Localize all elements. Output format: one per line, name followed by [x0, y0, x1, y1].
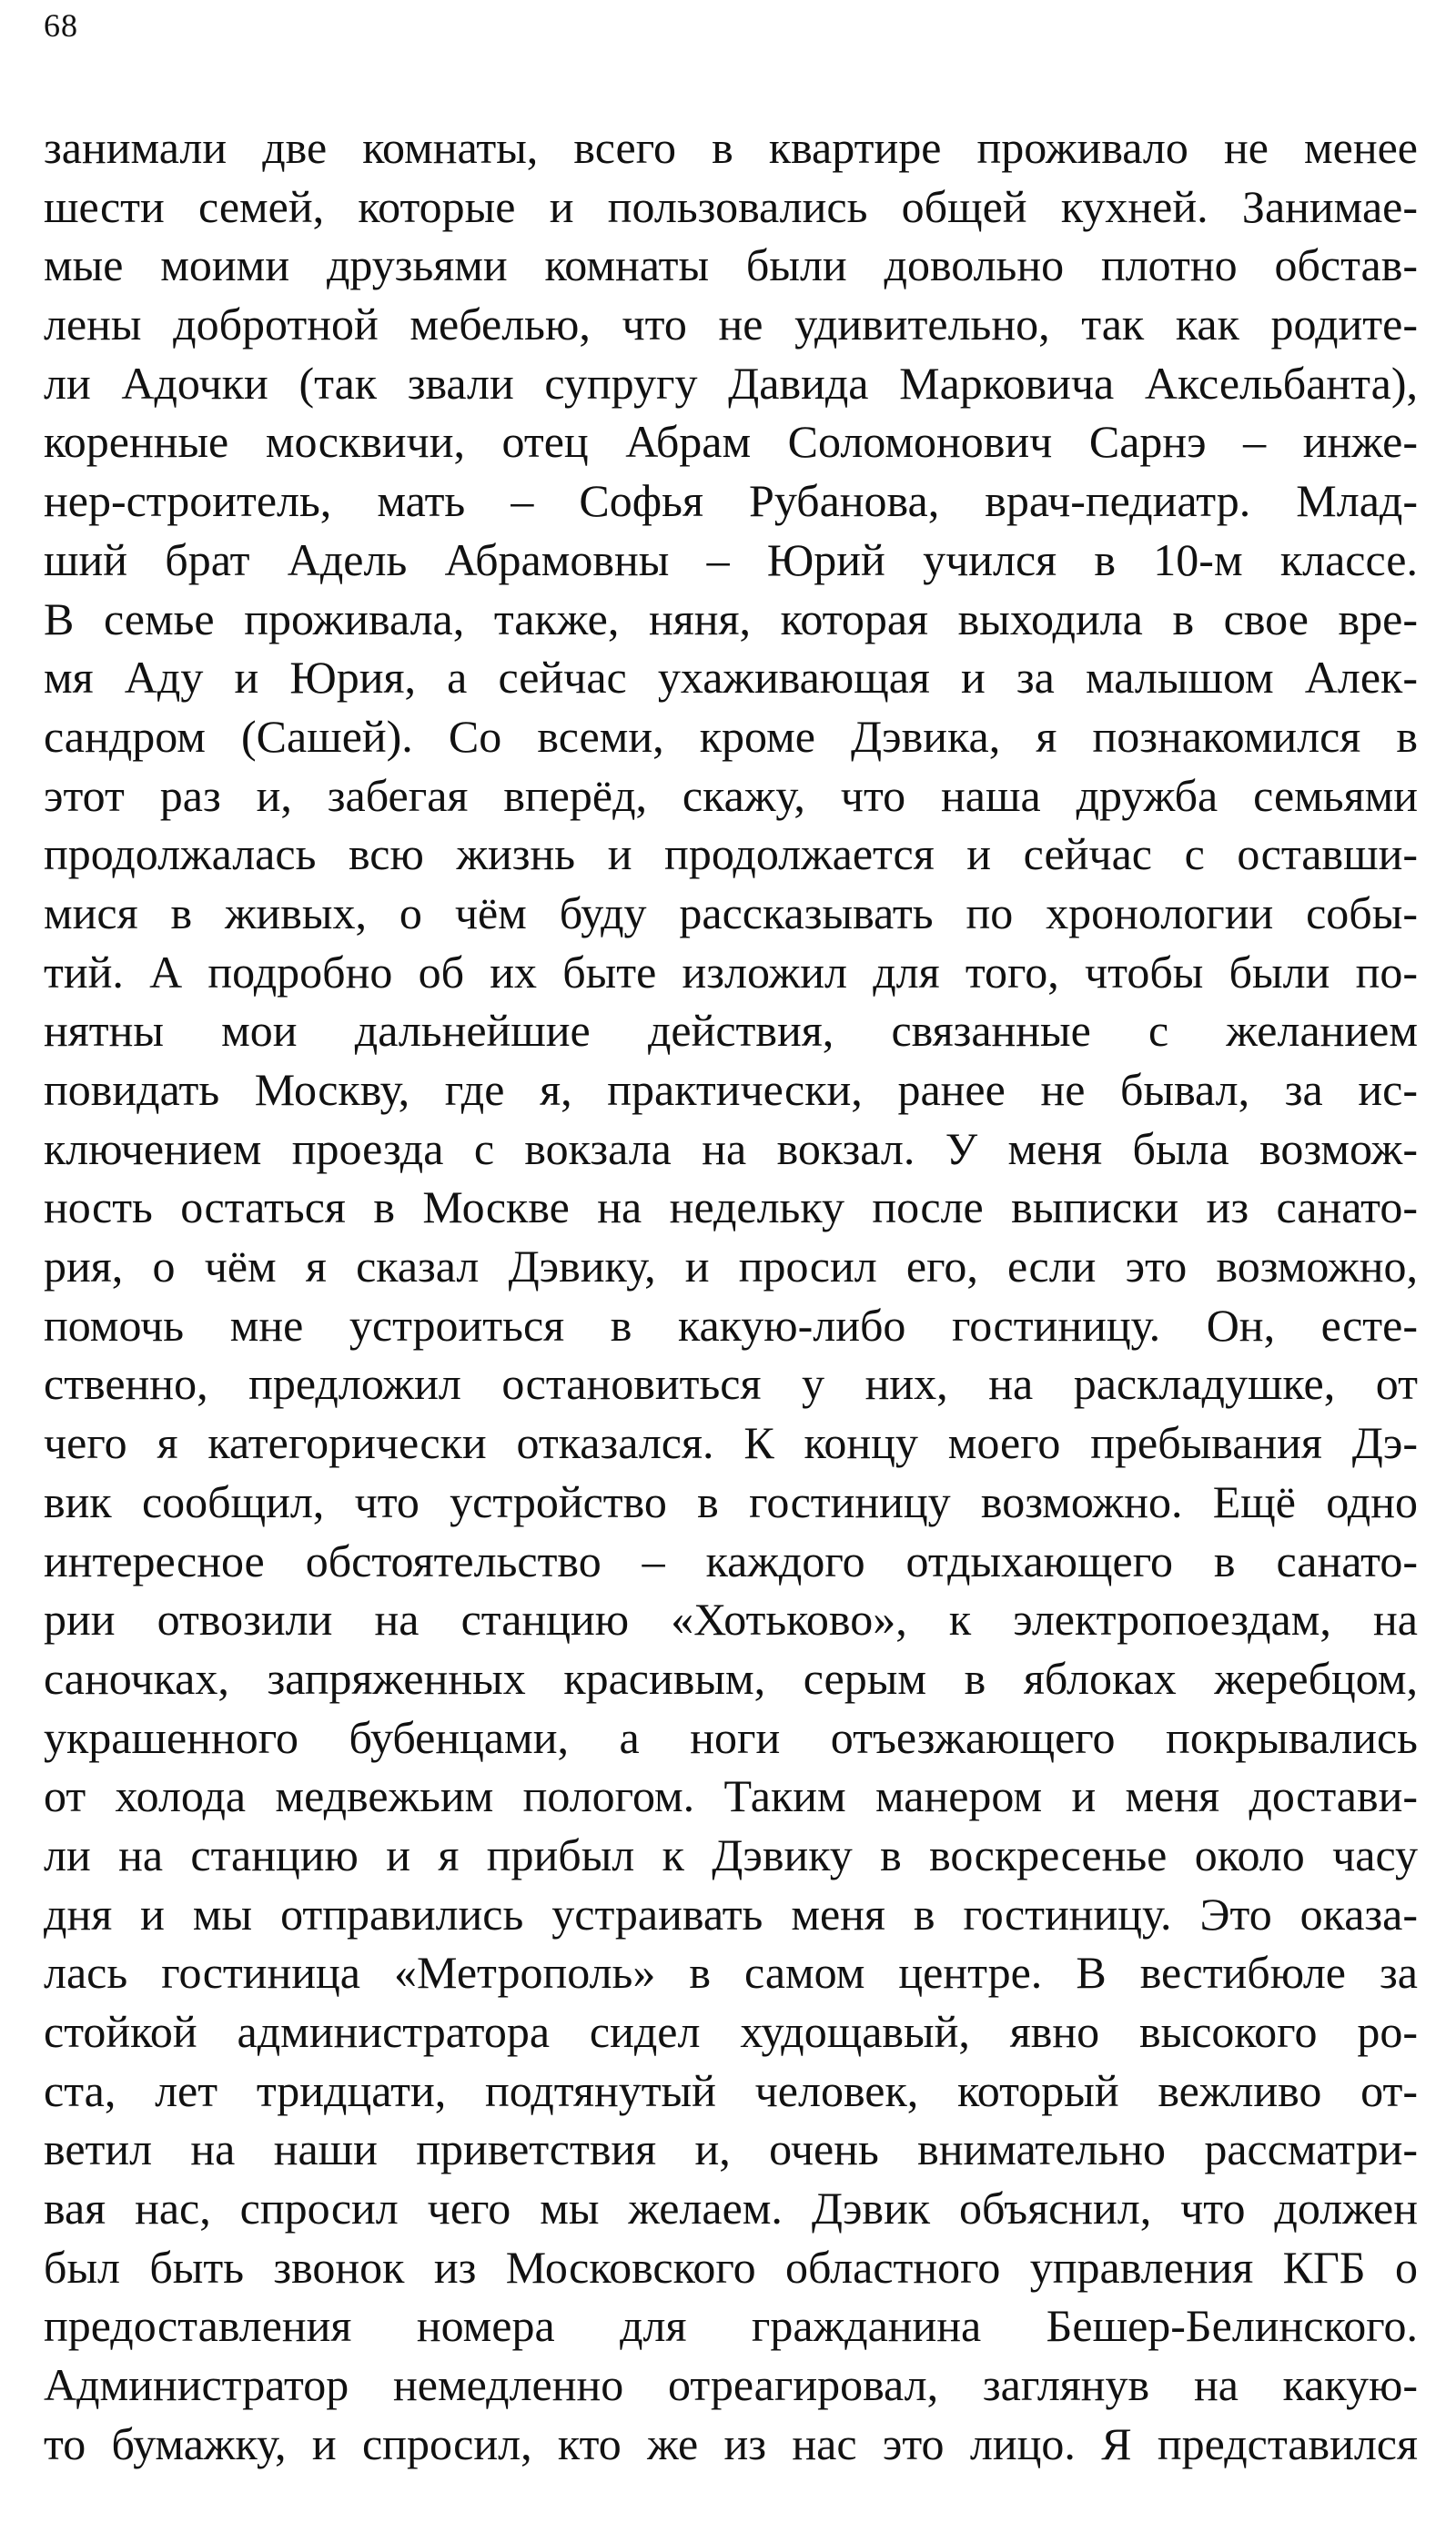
text-line: нятны мои дальнейшие действия, связанные с желанием [44, 1005, 1418, 1057]
text-line: рия, о чём я сказал Дэвику, и просил его, если это возможно, [44, 1241, 1418, 1292]
text-line: ший брат Адель Абрамовны – Юрий учился в 10-м классе. [44, 533, 1418, 585]
text-line: ственно, предложил остановиться у них, на раскладушке, от [44, 1358, 1418, 1410]
text-line: дня и мы отправились устраивать меня в гостиницу. Это оказа- [44, 1888, 1418, 1940]
text-line: рии отвозили на станцию «Хотьково», к электропоездам, на [44, 1594, 1418, 1646]
text-line: был быть звонок из Московского областного управления КГБ о [44, 2241, 1418, 2293]
text-line: ста, лет тридцати, подтянутый человек, который вежливо от- [44, 2064, 1418, 2116]
text-line: ветил на наши приветствия и, очень внимательно рассматри- [44, 2123, 1418, 2175]
text-line: ли Адочки (так звали супругу Давида Марковича Аксельбанта), [44, 357, 1418, 409]
text-line: коренные москвичи, отец Абрам Соломонович Сарнэ – инже- [44, 416, 1418, 468]
text-line: ность остаться в Москве на недельку после выписки из санато- [44, 1181, 1418, 1233]
text-line: от холода медвежьим пологом. Таким манером и меня достави- [44, 1770, 1418, 1822]
text-line: повидать Москву, где я, практически, ранее не бывал, за ис- [44, 1064, 1418, 1115]
text-line: чего я категорически отказался. К концу моего пребывания Дэ- [44, 1417, 1418, 1469]
text-line: занимали две комнаты, всего в квартире проживало не менее [44, 122, 1418, 173]
text-line: продолжалась всю жизнь и продолжается и сейчас с оставши- [44, 828, 1418, 880]
text-line: саночках, запряженных красивым, серым в яблоках жеребцом, [44, 1652, 1418, 1704]
text-line: шести семей, которые и пользовались общей кухней. Занимае- [44, 180, 1418, 232]
text-line: мися в живых, о чём буду рассказывать по хронологии собы- [44, 887, 1418, 938]
text-line: В семье проживала, также, няня, которая выходила в свое вре- [44, 593, 1418, 644]
text-line: Администратор немедленно отреагировал, заглянув на какую- [44, 2359, 1418, 2411]
text-line: предоставления номера для гражданина Бешер-Белинского. [44, 2300, 1418, 2352]
text-line: ли на станцию и я прибыл к Дэвику в воскресенье около часу [44, 1829, 1418, 1880]
text-line: тий. А подробно об их быте изложил для того, чтобы были по- [44, 946, 1418, 998]
text-line: этот раз и, забегая вперёд, скажу, что наша дружба семьями [44, 769, 1418, 821]
text-line: то бумажку, и спросил, кто же из нас это лицо. Я представился [44, 2417, 1418, 2469]
text-line: помочь мне устроиться в какую-либо гостиницу. Он, есте- [44, 1299, 1418, 1351]
text-line: ключением проезда с вокзала на вокзал. У меня была возмож- [44, 1122, 1418, 1174]
body-text [44, 118, 1418, 2474]
text-line: стойкой администратора сидел худощавый, явно высокого ро- [44, 2006, 1418, 2057]
text-line: интересное обстоятельство – каждого отдыхающего в санато- [44, 1535, 1418, 1586]
text-line: вик сообщил, что устройство в гостиницу возможно. Ещё одно [44, 1475, 1418, 1527]
text-line: мя Аду и Юрия, а сейчас ухаживающая и за малышом Алек- [44, 652, 1418, 704]
text-line: сандром (Сашей). Со всеми, кроме Дэвика, я познакомился в [44, 710, 1418, 762]
text-line: нер-строитель, мать – Софья Рубанова, врач-педиатр. Млад- [44, 475, 1418, 527]
text-line: лены добротной мебелью, что не удивительно, так как родите- [44, 299, 1418, 350]
text-line: украшенного бубенцами, а ноги отъезжающего покрывались [44, 1711, 1418, 1763]
text-line: лась гостиница «Метрополь» в самом центре. В вестибюле за [44, 1947, 1418, 1999]
text-line: вая нас, спросил чего мы желаем. Дэвик объяснил, что должен [44, 2183, 1418, 2234]
page-number: 68 [44, 7, 78, 44]
text-line: мые моими друзьями комнаты были довольно плотно обстав- [44, 239, 1418, 291]
